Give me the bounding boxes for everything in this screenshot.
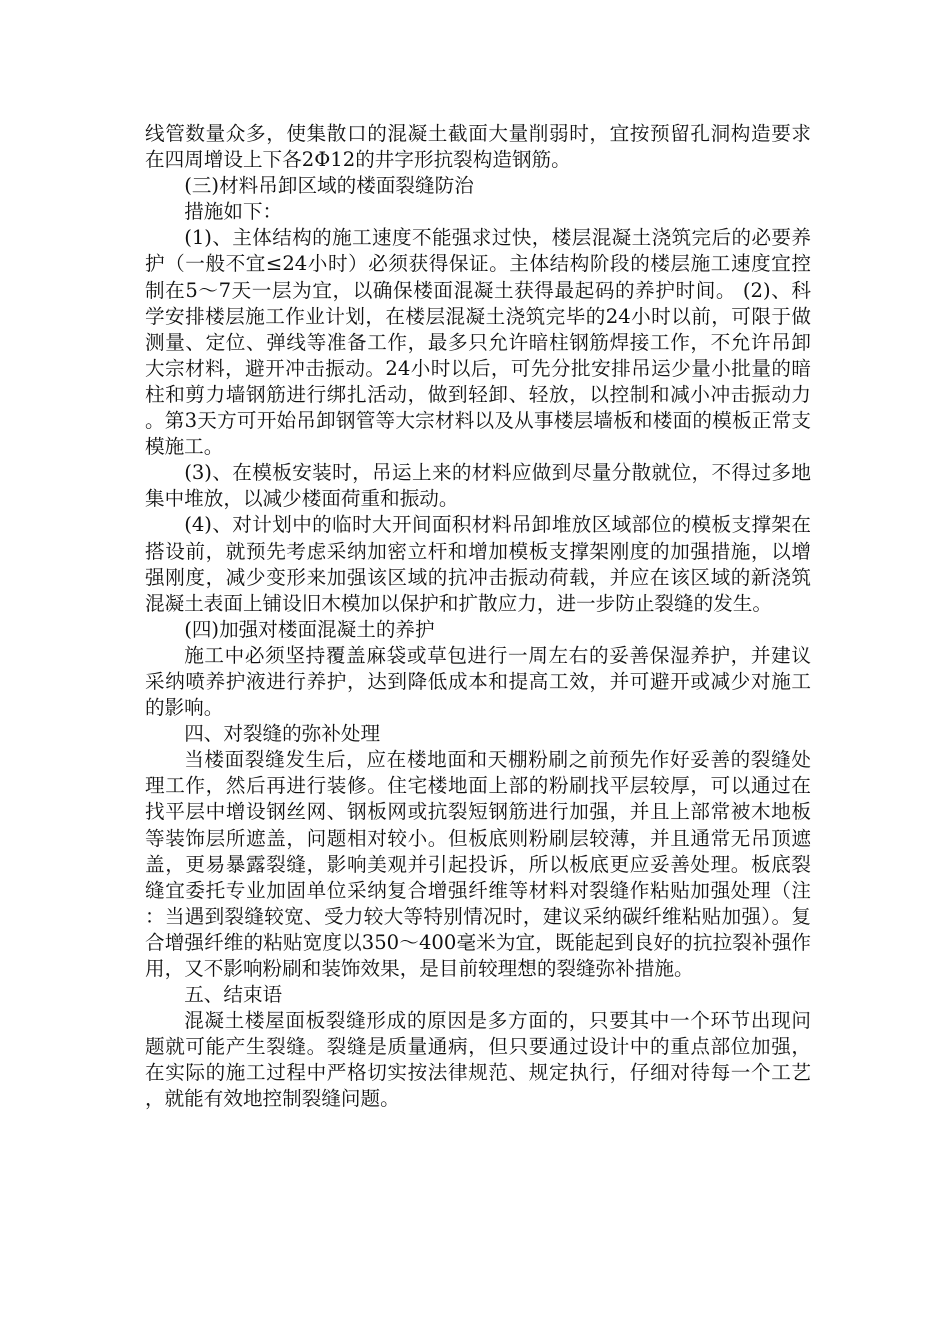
paragraph-curing: 施工中必须坚持覆盖麻袋或草包进行一周左右的妥善保湿养护，并建议采纳喷养护液进行养护，达到降低成本和提高工效，并可避开或减少对施工的影响。 — [145, 643, 811, 720]
paragraph-measure-3: (3)、在模板安装时，吊运上来的材料应做到尽量分散就位，不得过多地集中堆放，以减少楼面荷重和振动。 — [145, 461, 811, 511]
paragraph-measure-1-2: (1)、主体结构的施工速度不能强求过快，楼层混凝土浇筑完后的必要养护（一般不宜≤24小时）必须获得保证。主体结构阶段的楼层施工速度宜控制在5～7天一层为宜，以确保楼面混凝土获得最起码的养护时间。 (2)、科学安排楼层施工作业计划，在楼层混凝土浇筑完毕的24小时以前，可限于做测量、定位、弹线等准备工作，最多只允许暗柱钢筋焊接工作，不允许吊卸大宗材料，避开冲击振动。24小时以后，可先分批安排吊运少量小批量的暗柱和剪力墙钢筋进行绑扎活动，做到轻卸、轻放，以控制和减小冲击振动力。第3天方可开始吊卸钢管等大宗材料以及从事楼层墙板和楼面的模板正常支模施工。 — [145, 226, 811, 459]
document-body — [145, 121, 811, 1113]
section-heading-material-hoisting: (三)材料吊卸区域的楼面裂缝防治 — [184, 174, 474, 198]
section-heading-crack-repair: 四、对裂缝的弥补处理 — [184, 722, 381, 746]
paragraph-conclusion: 混凝土楼屋面板裂缝形成的原因是多方面的，只要其中一个环节出现问题就可能产生裂缝。裂缝是质量通病，但只要通过设计中的重点部位加强，在实际的施工过程中严格切实按法律规范、规定执行，仔细对待每一个工艺，就能有效地控制裂缝问题。 — [145, 1009, 811, 1111]
paragraph-measure-4: (4)、对计划中的临时大开间面积材料吊卸堆放区域部位的模板支撑架在搭设前，就预先考虑采纳加密立杆和增加模板支撑架刚度的加强措施，以增强刚度，减少变形来加强该区域的抗冲击振动荷载，并应在该区域的新浇筑混凝土表面上铺设旧木模加以保护和扩散应力，进一步防止裂缝的发生。 — [145, 513, 811, 615]
section-heading-curing: (四)加强对楼面混凝土的养护 — [184, 617, 435, 641]
paragraph-rebar-note: 线管数量众多，使集散口的混凝土截面大量削弱时，宜按预留孔洞构造要求在四周增设上下各2Φ12的井字形抗裂构造钢筋。 — [145, 122, 811, 172]
paragraph-crack-repair: 当楼面裂缝发生后，应在楼地面和天棚粉刷之前预先作好妥善的裂缝处理工作，然后再进行装修。住宅楼地面上部的粉刷找平层较厚，可以通过在找平层中增设钢丝网、钢板网或抗裂短钢筋进行加强，并且上部常被木地板等装饰层所遮盖，问题相对较小。但板底则粉刷层较薄，并且通常无吊顶遮盖，更易暴露裂缝，影响美观并引起投诉，所以板底更应妥善处理。板底裂缝宜委托专业加固单位采纳复合增强纤维等材料对裂缝作粘贴加强处理（注：当遇到裂缝较宽、受力较大等特别情况时，建议采纳碳纤维粘贴加强）。复合增强纤维的粘贴宽度以350～400毫米为宜，既能起到良好的抗拉裂补强作用，又不影响粉刷和装饰效果，是目前较理想的裂缝弥补措施。 — [145, 748, 811, 980]
measures-intro: 措施如下： — [184, 200, 283, 224]
section-heading-conclusion: 五、结束语 — [184, 983, 283, 1007]
